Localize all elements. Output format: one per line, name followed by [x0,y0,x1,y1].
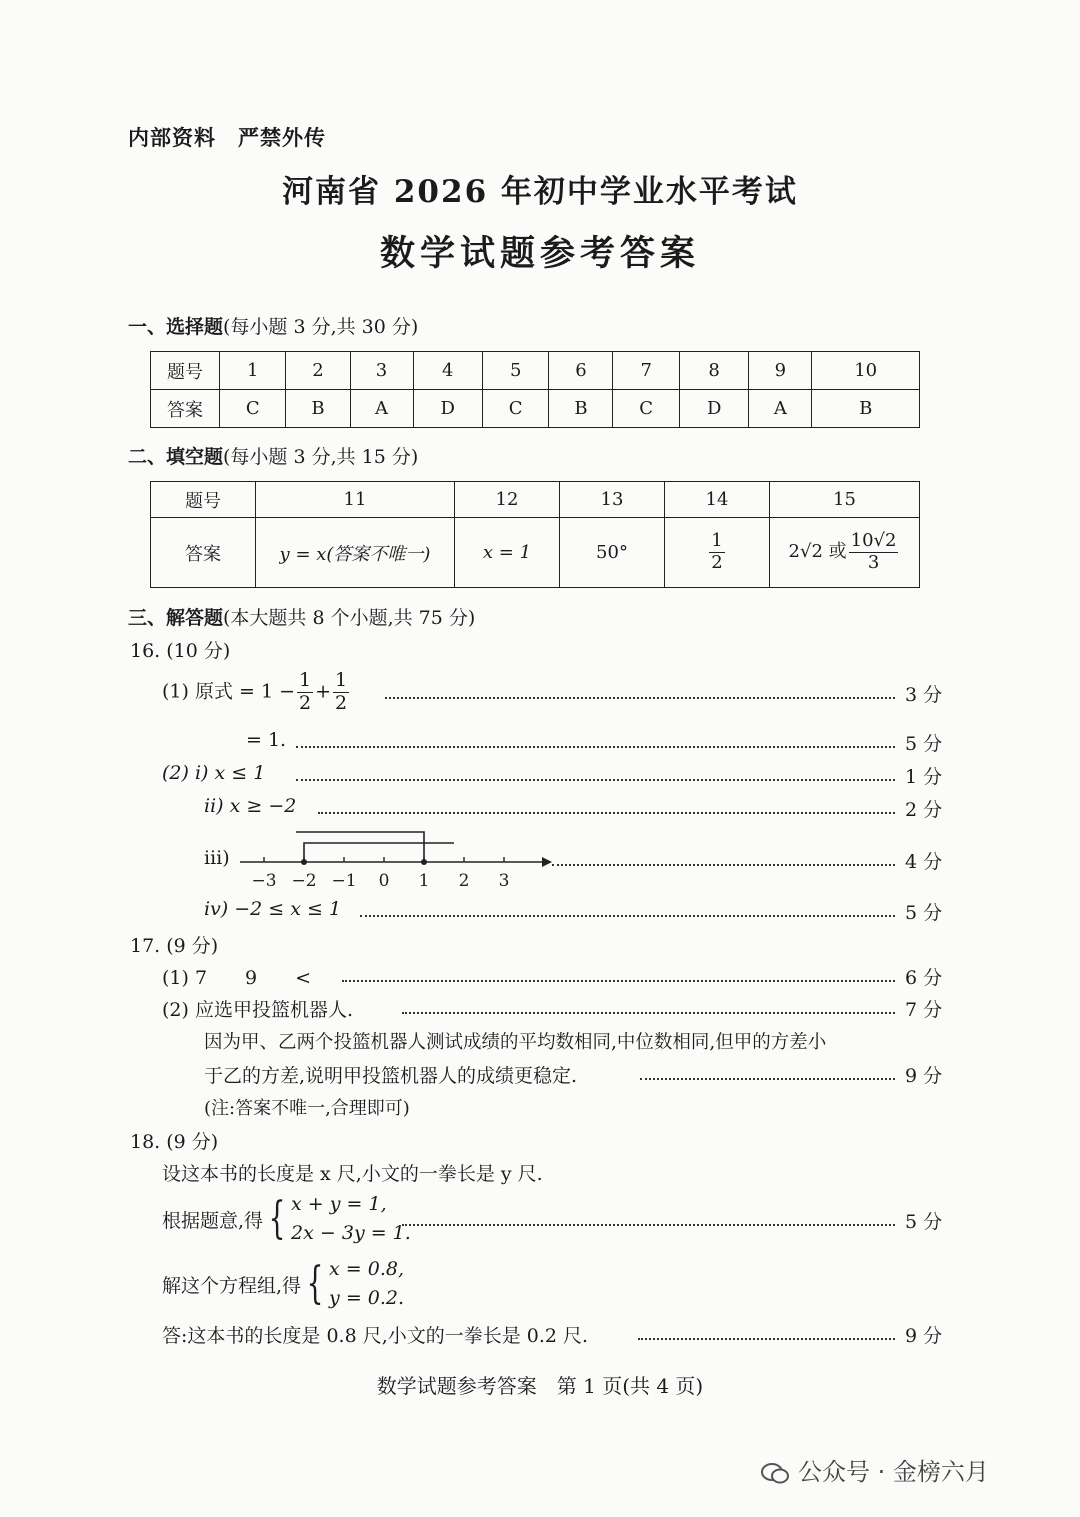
tick-label: −1 [331,871,357,891]
brace-icon: { [268,1193,286,1245]
q-number: 10 [812,352,920,390]
dot-leader [552,864,895,866]
answer-14 [665,518,770,588]
q18-system-prefix: 根据题意,得 [162,1209,264,1232]
section-note: (本大题共 8 个小题,共 75 分) [223,607,476,629]
exam-title: 河南省 2026 年初中学业水平考试 [282,174,798,210]
fraction-denominator: 3 [867,552,880,573]
score: 6 分 [905,967,943,989]
q-number: 9 [749,352,812,390]
q-number: 14 [665,482,770,518]
score: 9 分 [905,1325,943,1347]
plus-sign: + [315,680,332,703]
q-number: 11 [256,482,455,518]
dot-leader [402,1224,895,1226]
number-line-diagram [236,822,556,892]
q-number: 13 [560,482,665,518]
fraction-numerator: 1 [711,530,723,552]
q17-part2: (2) 应选甲投篮机器人. [162,999,353,1021]
equation-2: 2x − 3y = 1. [291,1222,411,1245]
q16-part1 [162,670,351,715]
dot-leader [296,746,895,748]
table-row-head: 题号 [151,352,220,390]
q17-reason-line1: 因为甲、乙两个投篮机器人测试成绩的平均数相同,中位数相同,但甲的方差小 [204,1032,827,1053]
confidential-header: 内部资料 严禁外传 [128,126,326,150]
solution-bracket-ge-neg2 [304,843,454,862]
q-number: 4 [413,352,482,390]
tick-label: −2 [291,871,317,891]
answer-15 [770,518,920,588]
closed-dot-1 [421,859,427,865]
fraction-numerator: 10√2 [850,530,897,552]
q16-part2-iii: ⅲ) [204,847,230,869]
tick-label: 1 [418,871,430,891]
q18-answer: 答:这本书的长度是 0.8 尺,小文的一拳长是 0.2 尺. [162,1325,589,1347]
q-number: 8 [679,352,748,390]
section-note: (每小题 3 分,共 15 分) [223,446,419,468]
score: 5 分 [905,902,943,924]
solution-y: y = 0.2. [329,1287,405,1310]
q-number: 7 [613,352,679,390]
section-label: 二、填空题 [128,446,224,468]
answer-11: y = x(答案不唯一) [256,518,455,588]
q-number: 5 [482,352,548,390]
q-answer: C [613,390,679,428]
q-number: 1 [220,352,286,390]
q18-setup: 设这本书的长度是 x 尺,小文的一拳长是 y 尺. [162,1163,543,1185]
q16-part1-text: (1) 原式 = 1 − [162,680,296,703]
q-answer: C [220,390,286,428]
closed-dot-neg2 [301,859,307,865]
score: 7 分 [905,999,943,1021]
q-number: 6 [549,352,613,390]
dot-leader [640,1078,895,1080]
q17-part1: (1) 7 9 < [162,967,312,989]
page-footer: 数学试题参考答案 第 1 页(共 4 页) [376,1374,704,1398]
section-label: 一、选择题 [128,316,224,338]
watermark [760,1452,989,1487]
q16-part1-result: = 1. [246,729,287,751]
fill-answer-table [150,481,920,588]
dot-leader [385,697,895,699]
solution-x: x = 0.8, [329,1258,405,1280]
score: 5 分 [905,1211,943,1233]
q-number: 12 [455,482,560,518]
q18-solution-system [162,1255,404,1314]
q17-heading: 17. (9 分) [130,935,219,957]
fraction-denominator: 2 [711,552,723,573]
score: 2 分 [905,799,943,821]
tick-label: 2 [458,871,470,891]
watermark-text: 公众号 · 金榜六月 [798,1458,989,1486]
arrow-icon [542,857,552,867]
q16-part2-i: (2) ⅰ) x ≤ 1 [162,762,266,784]
fraction-numerator: 1 [335,669,348,691]
answer-12: x = 1 [455,518,560,588]
equation-1: x + y = 1, [291,1193,387,1215]
q-answer: D [413,390,482,428]
mc-answer-table [150,351,920,428]
q-answer: B [812,390,920,428]
q18-equation-system [162,1190,411,1249]
section-solutions [128,603,475,630]
fraction-denominator: 2 [335,691,348,714]
tick-label: 0 [378,871,390,891]
q-answer: C [482,390,548,428]
answer-13: 50° [560,518,665,588]
tick-label: 3 [498,871,510,891]
fraction-numerator: 1 [299,669,312,691]
q17-note: (注:答案不唯一,合理即可) [204,1098,410,1119]
q18-solution-prefix: 解这个方程组,得 [162,1274,302,1297]
q-answer: A [350,390,413,428]
tick-label: −3 [251,871,277,891]
wechat-icon [760,1461,790,1485]
answer-15-prefix: 2√2 或 [788,541,847,563]
dot-leader [638,1338,895,1340]
q-answer: D [679,390,748,428]
brace-icon: { [306,1258,324,1310]
answer-key-title: 数学试题参考答案 [379,233,700,274]
dot-leader [360,915,895,917]
q-number: 2 [286,352,350,390]
table-row-head: 答案 [151,390,220,428]
dot-leader [342,980,895,982]
dot-leader [402,1012,895,1014]
section-note: (每小题 3 分,共 30 分) [223,316,419,338]
q16-part2-iv: ⅳ) −2 ≤ x ≤ 1 [204,898,342,920]
q16-part2-ii: ⅱ) x ≥ −2 [204,795,297,817]
q18-heading: 18. (9 分) [130,1131,219,1153]
table-row-head: 题号 [151,482,256,518]
section-fill-blank [128,442,418,469]
q-answer: A [749,390,812,428]
section-multiple-choice [128,312,418,339]
score: 1 分 [905,766,943,788]
q-answer: B [549,390,613,428]
q-number: 3 [350,352,413,390]
q-number: 15 [770,482,920,518]
table-row-head: 答案 [151,518,256,588]
q17-reason-line2: 于乙的方差,说明甲投篮机器人的成绩更稳定. [204,1065,578,1087]
q16-heading: 16. (10 分) [130,640,231,662]
score: 4 分 [905,851,943,873]
dot-leader [318,812,895,814]
solution-bracket-le-1 [296,832,424,862]
section-label: 三、解答题 [128,607,224,629]
score: 5 分 [905,733,943,755]
dot-leader [296,779,895,781]
score: 9 分 [905,1065,943,1087]
q-answer: B [286,390,350,428]
fraction-denominator: 2 [299,691,312,714]
score: 3 分 [905,684,943,706]
